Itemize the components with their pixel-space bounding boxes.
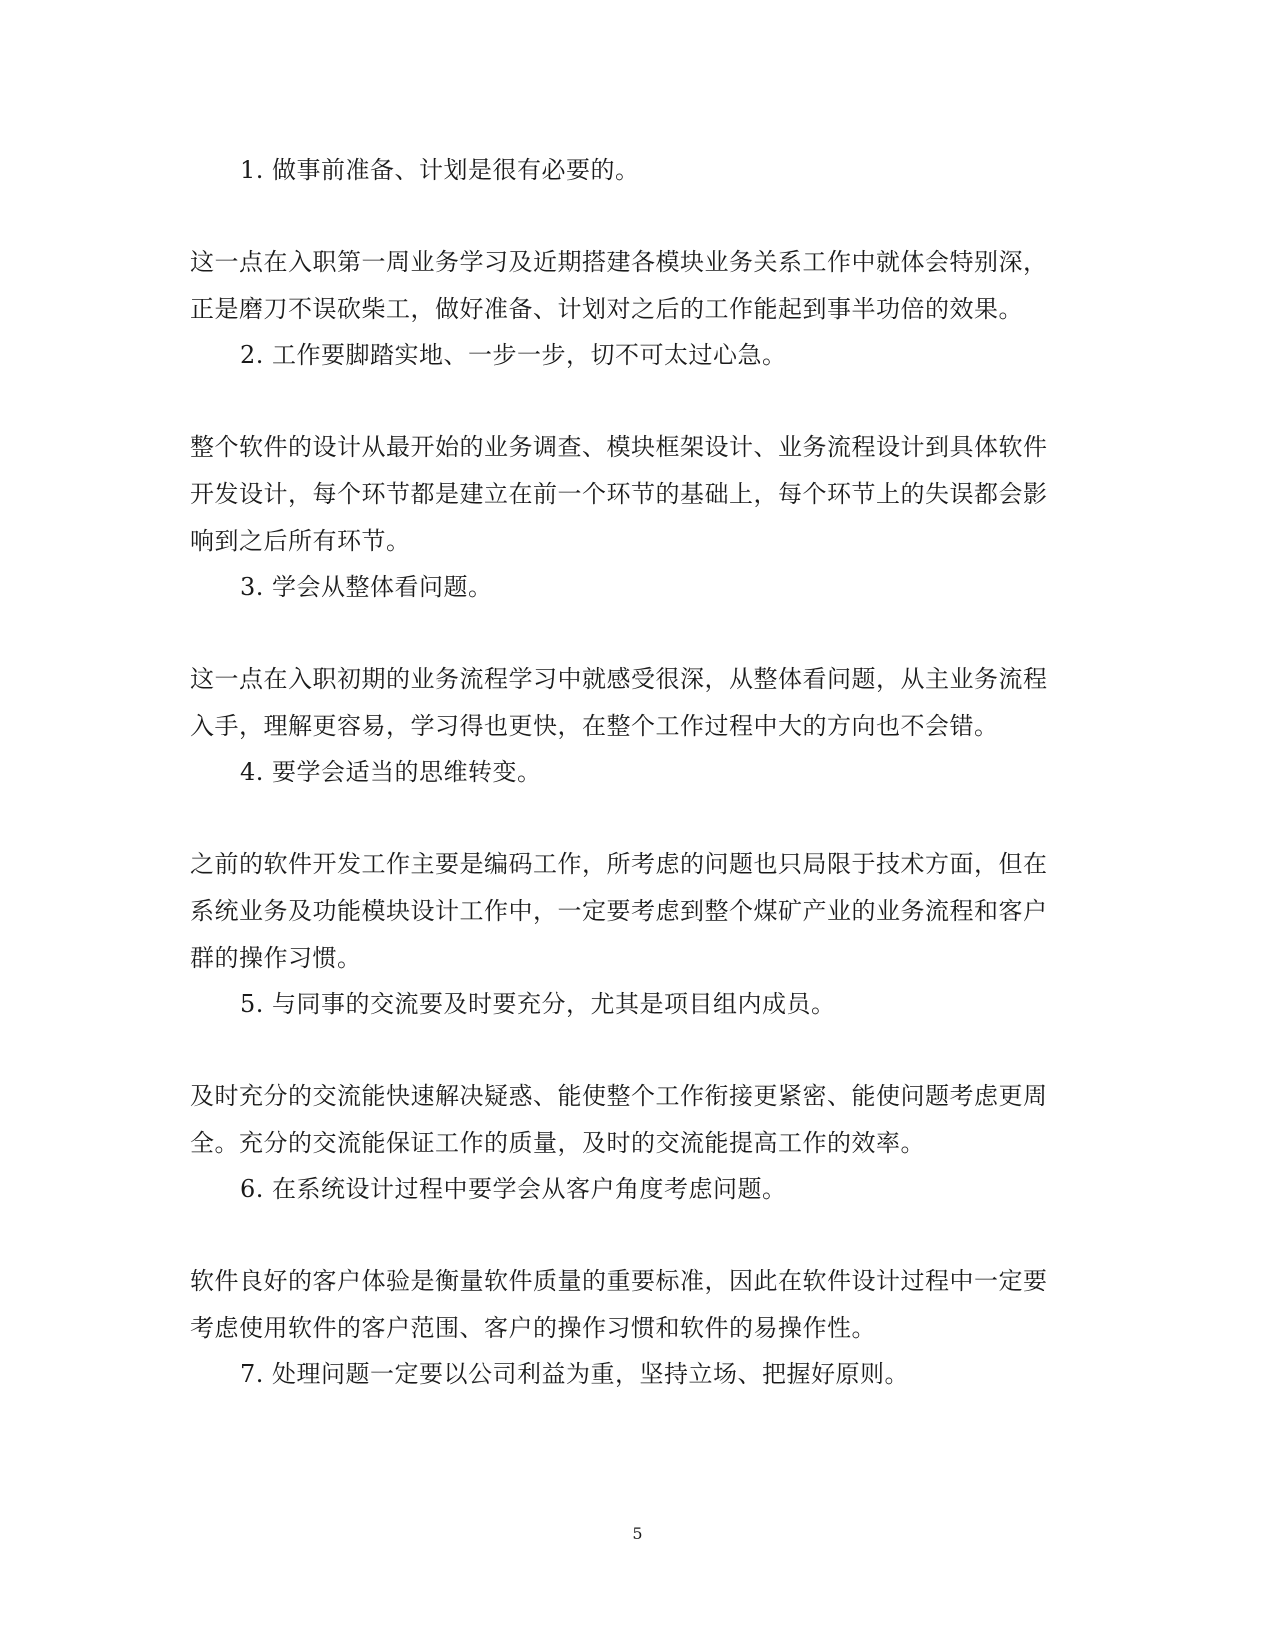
paragraph-line: 及时充分的交流能快速解决疑惑、能使整个工作衔接更紧密、能使问题考虑更周 [190, 1082, 1048, 1110]
heading-item-1: 1. 做事前准备、计划是很有必要的。 [240, 156, 640, 184]
heading-item-5: 5. 与同事的交流要及时要充分，尤其是项目组内成员。 [240, 990, 836, 1018]
paragraph-line: 全。充分的交流能保证工作的质量，及时的交流能提高工作的效率。 [190, 1129, 925, 1157]
paragraph-line: 入手，理解更容易，学习得也更快，在整个工作过程中大的方向也不会错。 [190, 712, 999, 740]
paragraph-line: 整个软件的设计从最开始的业务调查、模块框架设计、业务流程设计到具体软件 [190, 433, 1048, 461]
paragraph-line: 群的操作习惯。 [190, 944, 362, 972]
paragraph-line: 这一点在入职第一周业务学习及近期搭建各模块业务关系工作中就体会特别深， [190, 248, 1048, 276]
heading-item-2: 2. 工作要脚踏实地、一步一步，切不可太过心急。 [240, 341, 787, 369]
heading-item-3: 3. 学会从整体看问题。 [240, 573, 493, 601]
heading-item-6: 6. 在系统设计过程中要学会从客户角度考虑问题。 [240, 1175, 787, 1203]
heading-item-4: 4. 要学会适当的思维转变。 [240, 758, 542, 786]
paragraph-line: 系统业务及功能模块设计工作中，一定要考虑到整个煤矿产业的业务流程和客户 [190, 897, 1048, 925]
heading-item-7: 7. 处理问题一定要以公司利益为重，坚持立场、把握好原则。 [240, 1360, 910, 1388]
page-number: 5 [632, 1524, 643, 1543]
paragraph-line: 软件良好的客户体验是衡量软件质量的重要标准，因此在软件设计过程中一定要 [190, 1267, 1048, 1295]
paragraph-line: 响到之后所有环节。 [190, 527, 411, 555]
paragraph-line: 开发设计，每个环节都是建立在前一个环节的基础上，每个环节上的失误都会影 [190, 480, 1048, 508]
paragraph-line: 之前的软件开发工作主要是编码工作，所考虑的问题也只局限于技术方面，但在 [190, 850, 1048, 878]
paragraph-line: 考虑使用软件的客户范围、客户的操作习惯和软件的易操作性。 [190, 1314, 876, 1342]
paragraph-line: 这一点在入职初期的业务流程学习中就感受很深，从整体看问题，从主业务流程 [190, 665, 1048, 693]
paragraph-line: 正是磨刀不误砍柴工，做好准备、计划对之后的工作能起到事半功倍的效果。 [190, 295, 1023, 323]
